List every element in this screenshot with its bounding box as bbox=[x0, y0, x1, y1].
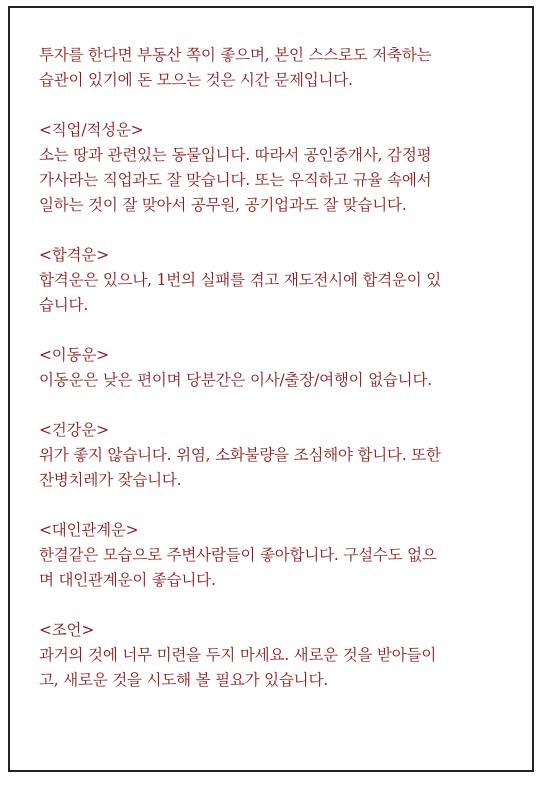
section-health bbox=[39, 418, 519, 493]
section-line: 고, 새로운 것을 시도해 볼 필요가 있습니다. bbox=[39, 671, 328, 689]
section-line: 위가 좋지 않습니다. 위염, 소화불량을 조심해야 합니다. 또한 bbox=[39, 446, 441, 464]
intro-line: 투자를 한다면 부동산 쪽이 좋으며, 본인 스스로도 저축하는 bbox=[39, 46, 432, 64]
section-text bbox=[39, 143, 519, 218]
section-text bbox=[39, 443, 519, 493]
section-text bbox=[39, 368, 519, 393]
section-text bbox=[39, 543, 519, 593]
page-frame bbox=[8, 6, 534, 772]
section-line: 일하는 것이 잘 맞아서 공무원, 공기업과도 잘 맞습니다. bbox=[39, 196, 407, 214]
section-heading: <이동운> bbox=[39, 346, 109, 364]
section-line: 합격운은 있으나, 1번의 실패를 겪고 재도전시에 합격운이 있 bbox=[39, 271, 442, 289]
section-advice bbox=[39, 618, 519, 693]
section-heading: <조언> bbox=[39, 621, 95, 639]
section-line: 한결같은 모습으로 주변사람들이 좋아합니다. 구설수도 없으 bbox=[39, 546, 437, 564]
section-text bbox=[39, 268, 519, 318]
section-line: 소는 땅과 관련있는 동물입니다. 따라서 공인중개사, 감정평 bbox=[39, 146, 432, 164]
section-line: 가사라는 직업과도 잘 맞습니다. 또는 우직하고 규율 속에서 bbox=[39, 171, 432, 189]
intro-paragraph bbox=[39, 43, 519, 93]
section-line: 과거의 것에 너무 미련을 두지 마세요. 새로운 것을 받아들이 bbox=[39, 646, 437, 664]
section-heading: <건강운> bbox=[39, 421, 109, 439]
section-text bbox=[39, 643, 519, 693]
section-relationships bbox=[39, 518, 519, 593]
section-exam bbox=[39, 243, 519, 318]
section-line: 잔병치레가 잦습니다. bbox=[39, 471, 182, 489]
section-career bbox=[39, 118, 519, 218]
section-heading: <대인관계운> bbox=[39, 521, 139, 539]
section-line: 며 대인관계운이 좋습니다. bbox=[39, 571, 216, 589]
section-heading: <합격운> bbox=[39, 246, 109, 264]
section-heading: <직업/적성운> bbox=[39, 121, 144, 139]
section-travel bbox=[39, 343, 519, 393]
document-body bbox=[39, 43, 519, 693]
section-line: 습니다. bbox=[39, 296, 89, 314]
intro-line: 습관이 있기에 돈 모으는 것은 시간 문제입니다. bbox=[39, 71, 353, 89]
section-line: 이동운은 낮은 편이며 당분간은 이사/출장/여행이 없습니다. bbox=[39, 371, 432, 389]
